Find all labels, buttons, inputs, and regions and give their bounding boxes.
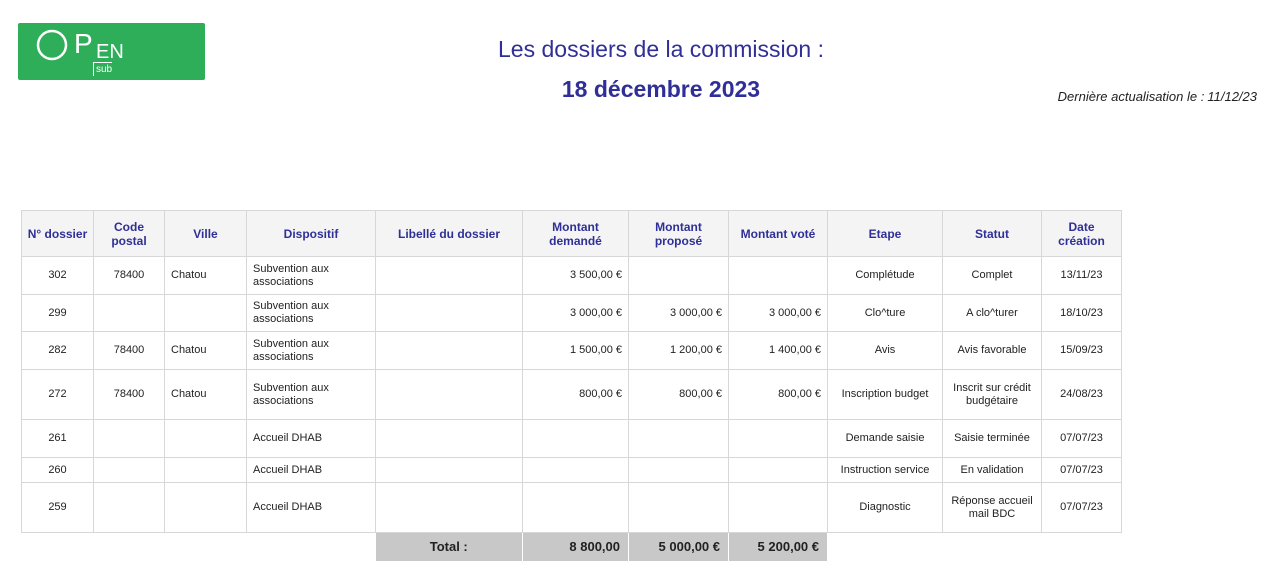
table-row[interactable] (22, 295, 1122, 332)
cell-statut: A clo^turer (943, 295, 1042, 332)
col-header-libelle: Libellé du dossier (376, 211, 523, 257)
cell-ville: Chatou (165, 332, 247, 370)
table-row[interactable] (22, 483, 1122, 533)
cell-propose (629, 458, 729, 483)
table-row[interactable] (22, 420, 1122, 458)
cell-vote (729, 483, 828, 533)
cell-num: 299 (22, 295, 94, 332)
cell-num: 261 (22, 420, 94, 458)
last-update-label: Dernière actualisation le : (1057, 89, 1205, 104)
cell-cp (94, 483, 165, 533)
cell-statut: En validation (943, 458, 1042, 483)
cell-propose: 3 000,00 € (629, 295, 729, 332)
cell-num: 302 (22, 257, 94, 295)
cell-propose (629, 483, 729, 533)
cell-date: 18/10/23 (1042, 295, 1122, 332)
logo-sub: sub (93, 62, 112, 76)
cell-demande: 1 500,00 € (523, 332, 629, 370)
cell-cp (94, 420, 165, 458)
total-label: Total : (376, 533, 523, 561)
page-title: Les dossiers de la commission : (498, 36, 824, 62)
cell-cp (94, 295, 165, 332)
cell-demande (523, 458, 629, 483)
cell-etape: Inscription budget (828, 370, 943, 420)
cell-etape: Instruction service (828, 458, 943, 483)
col-header-demande: Montant demandé (523, 211, 629, 257)
dossiers-table (21, 210, 1122, 561)
col-header-statut: Statut (943, 211, 1042, 257)
cell-vote (729, 257, 828, 295)
col-header-cp: Code postal (94, 211, 165, 257)
table-row[interactable] (22, 332, 1122, 370)
total-vote: 5 200,00 € (729, 533, 828, 561)
cell-demande: 800,00 € (523, 370, 629, 420)
cell-num: 260 (22, 458, 94, 483)
cell-libelle (376, 332, 523, 370)
cell-demande: 3 000,00 € (523, 295, 629, 332)
col-header-dispositif: Dispositif (247, 211, 376, 257)
commission-date: 18 décembre 2023 (561, 76, 761, 102)
cell-cp: 78400 (94, 332, 165, 370)
cell-date: 15/09/23 (1042, 332, 1122, 370)
table-header-row (22, 211, 1122, 257)
cell-num: 282 (22, 332, 94, 370)
cell-date: 24/08/23 (1042, 370, 1122, 420)
cell-ville (165, 420, 247, 458)
col-header-propose: Montant proposé (629, 211, 729, 257)
cell-dispositif: Subvention aux associations (247, 295, 376, 332)
cell-cp (94, 458, 165, 483)
cell-demande (523, 483, 629, 533)
cell-dispositif: Accueil DHAB (247, 483, 376, 533)
cell-num: 272 (22, 370, 94, 420)
table-row[interactable] (22, 458, 1122, 483)
cell-propose (629, 420, 729, 458)
cell-etape: Avis (828, 332, 943, 370)
cell-dispositif: Accueil DHAB (247, 420, 376, 458)
cell-dispositif: Subvention aux associations (247, 370, 376, 420)
total-row (22, 533, 1122, 561)
cell-dispositif: Subvention aux associations (247, 257, 376, 295)
cell-libelle (376, 295, 523, 332)
cell-propose (629, 257, 729, 295)
cell-etape: Complétude (828, 257, 943, 295)
total-demande: 8 800,00 (523, 533, 629, 561)
last-update-date: 11/12/23 (1207, 89, 1257, 104)
cell-etape: Clo^ture (828, 295, 943, 332)
cell-statut: Avis favorable (943, 332, 1042, 370)
total-propose: 5 000,00 € (629, 533, 729, 561)
col-header-date: Date création (1042, 211, 1122, 257)
cell-etape: Demande saisie (828, 420, 943, 458)
cell-ville: Chatou (165, 370, 247, 420)
cell-cp: 78400 (94, 257, 165, 295)
cell-dispositif: Accueil DHAB (247, 458, 376, 483)
cell-demande: 3 500,00 € (523, 257, 629, 295)
col-header-num: N° dossier (22, 211, 94, 257)
cell-libelle (376, 420, 523, 458)
cell-date: 07/07/23 (1042, 420, 1122, 458)
cell-propose: 800,00 € (629, 370, 729, 420)
cell-statut: Complet (943, 257, 1042, 295)
cell-libelle (376, 483, 523, 533)
cell-date: 07/07/23 (1042, 458, 1122, 483)
logo-p: P (74, 28, 93, 59)
cell-etape: Diagnostic (828, 483, 943, 533)
cell-propose: 1 200,00 € (629, 332, 729, 370)
cell-date: 13/11/23 (1042, 257, 1122, 295)
cell-vote (729, 458, 828, 483)
cell-num: 259 (22, 483, 94, 533)
last-update (1055, 89, 1257, 104)
cell-vote: 3 000,00 € (729, 295, 828, 332)
cell-statut: Inscrit sur crédit budgétaire (943, 370, 1042, 420)
cell-date: 07/07/23 (1042, 483, 1122, 533)
table-row[interactable] (22, 370, 1122, 420)
cell-demande (523, 420, 629, 458)
cell-libelle (376, 370, 523, 420)
cell-ville (165, 295, 247, 332)
cell-statut: Saisie terminée (943, 420, 1042, 458)
cell-libelle (376, 458, 523, 483)
cell-cp: 78400 (94, 370, 165, 420)
cell-statut: Réponse accueil mail BDC (943, 483, 1042, 533)
logo-en: EN (96, 41, 124, 63)
cell-ville: Chatou (165, 257, 247, 295)
cell-libelle (376, 257, 523, 295)
col-header-ville: Ville (165, 211, 247, 257)
col-header-vote: Montant voté (729, 211, 828, 257)
cell-ville (165, 483, 247, 533)
cell-vote: 1 400,00 € (729, 332, 828, 370)
table-row[interactable] (22, 257, 1122, 295)
cell-ville (165, 458, 247, 483)
cell-dispositif: Subvention aux associations (247, 332, 376, 370)
cell-vote (729, 420, 828, 458)
cell-vote: 800,00 € (729, 370, 828, 420)
col-header-etape: Etape (828, 211, 943, 257)
